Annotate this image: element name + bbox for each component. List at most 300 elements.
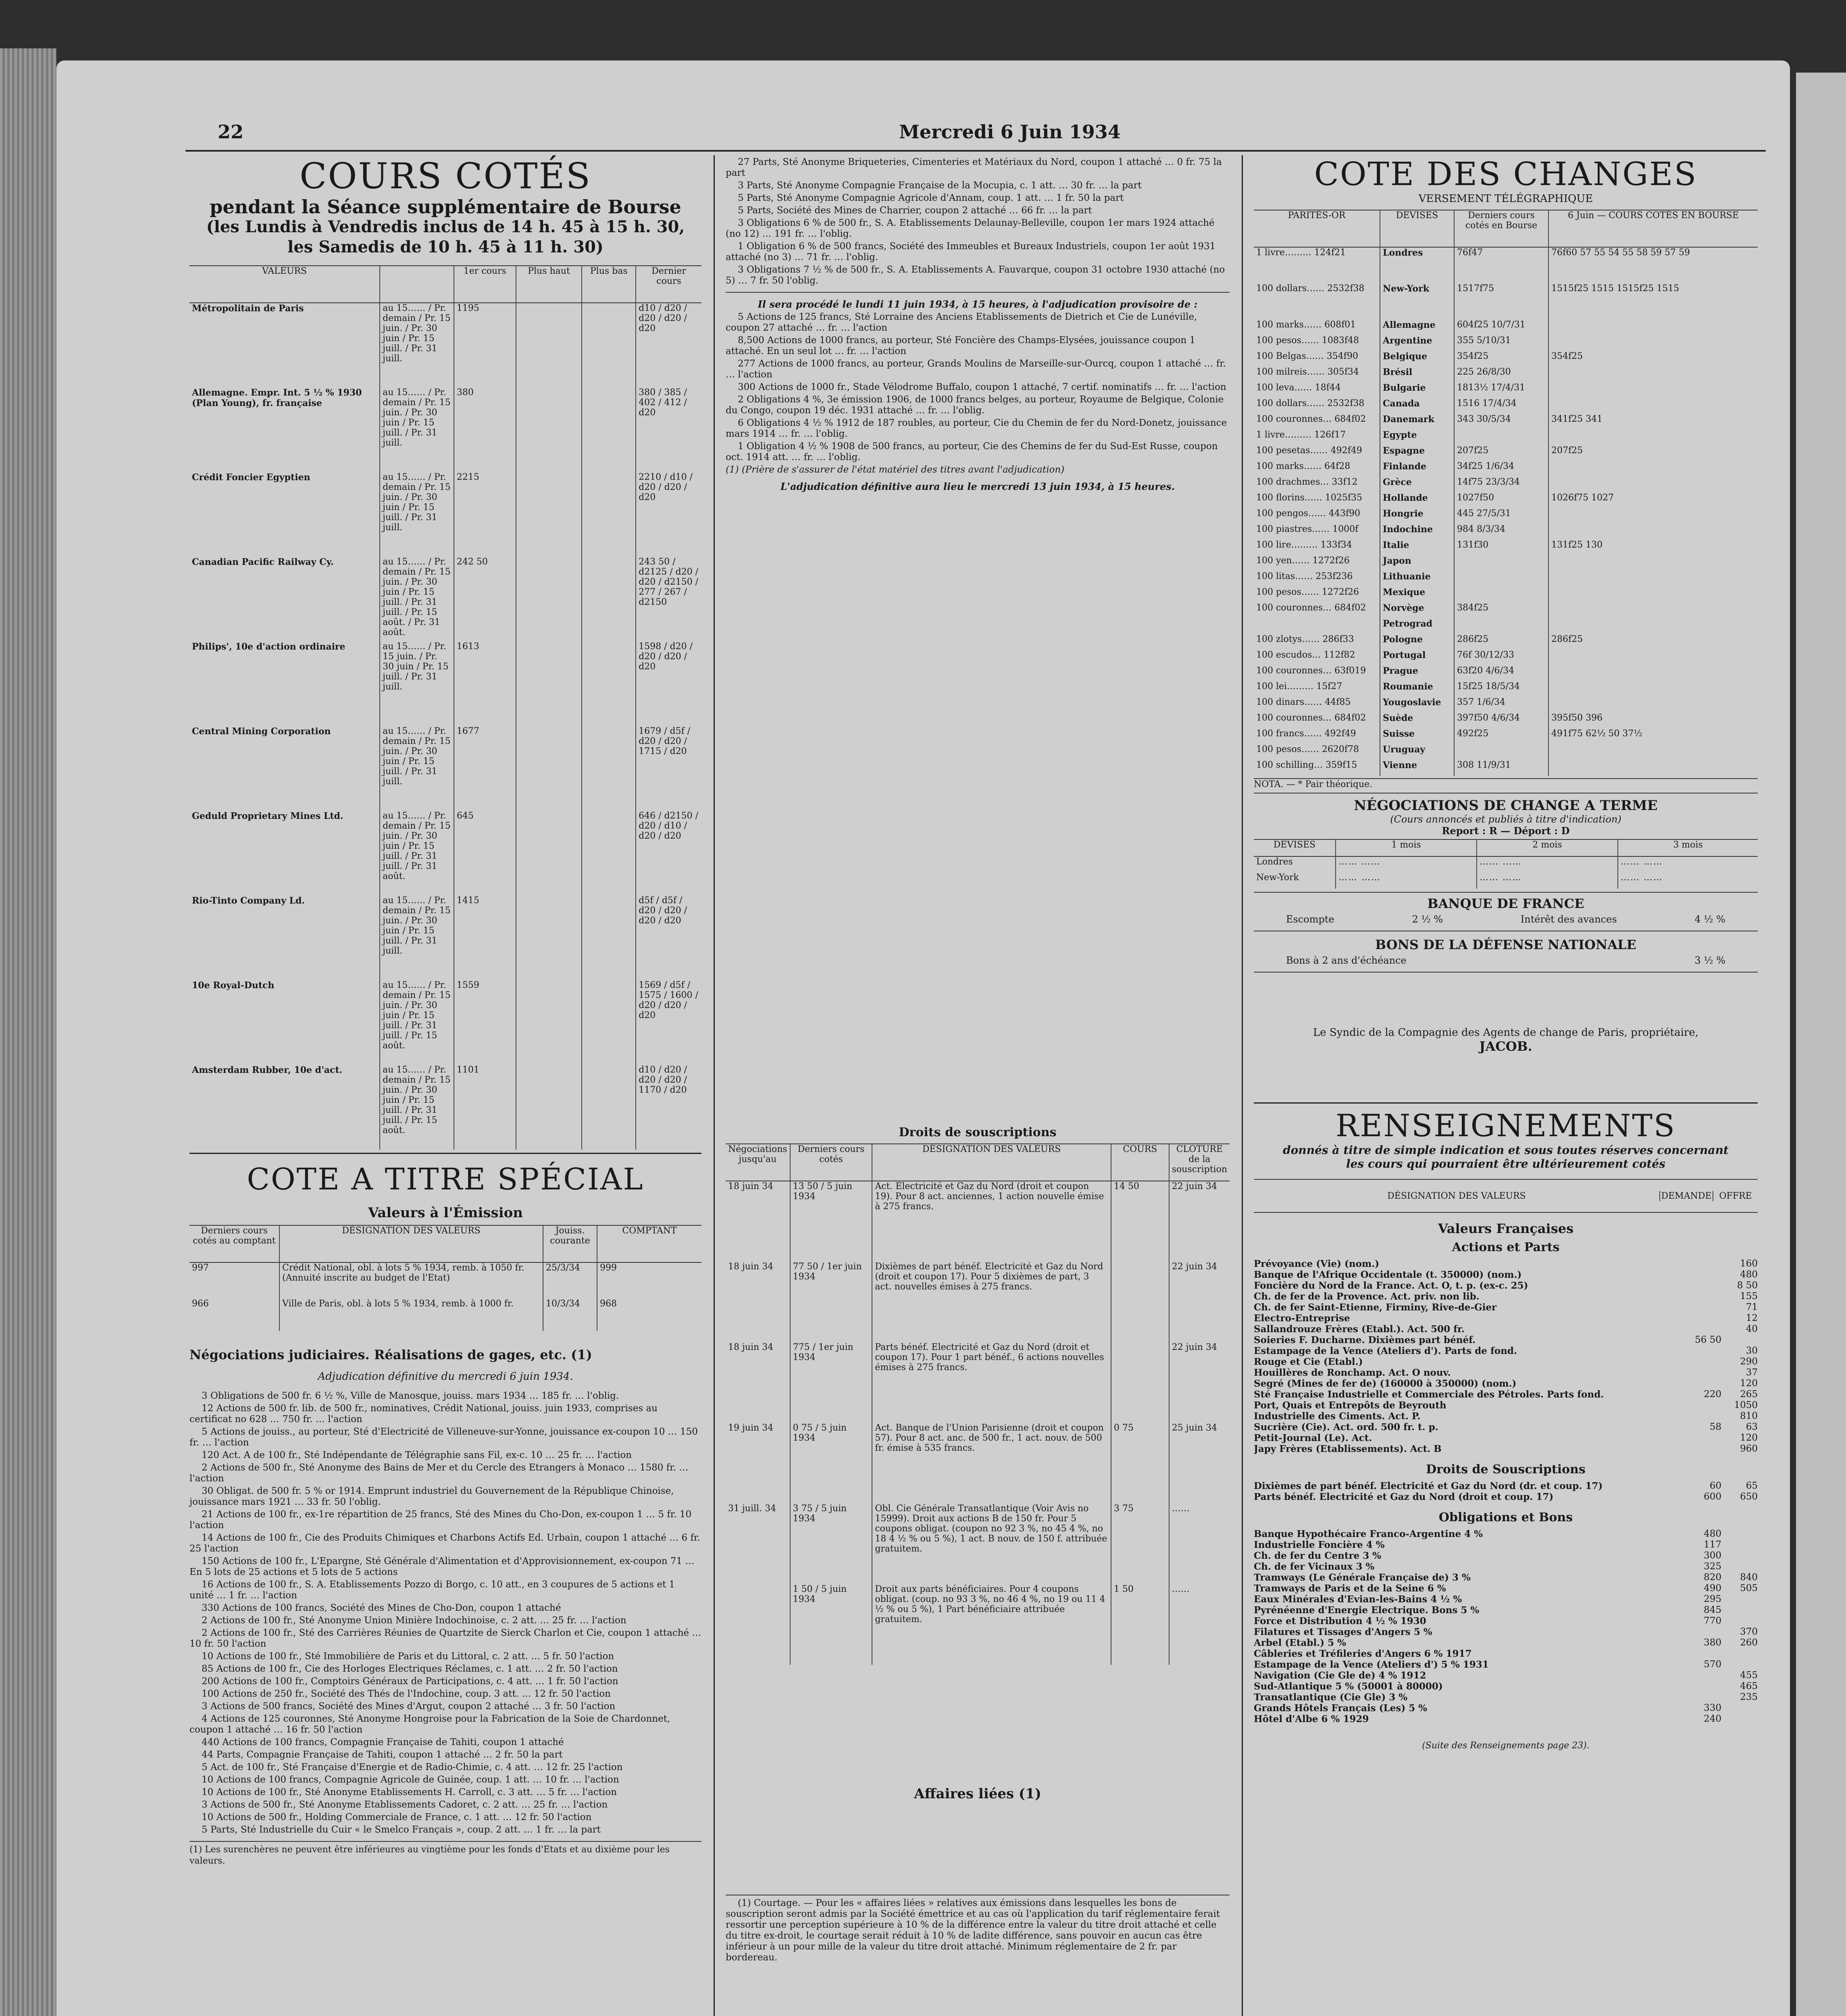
cell: 492f25 xyxy=(1454,729,1548,744)
demande: 60 xyxy=(1709,1481,1721,1491)
cell: Act. Banque de l'Union Parisienne (droit et coupon 57). Pour 8 act. anc. de 500 fr., 1 act. nouv. de 500 fr. émise à 535 francs. xyxy=(872,1423,1111,1504)
table-row xyxy=(1254,320,1758,335)
cell: 22 juin 34 xyxy=(1169,1181,1230,1262)
page-date: Mercredi 6 Juin 1934 xyxy=(899,121,1121,143)
list-item xyxy=(1254,1637,1758,1648)
change-terme-legend: Report : R — Déport : D xyxy=(1442,825,1570,837)
cell: 76f60 57 55 54 55 58 59 57 59 xyxy=(1548,247,1758,283)
terms: au 15…… / Pr. demain / Pr. 15 juin. / Pr. 30 juin / Pr. 15 juill. / Pr. 31 juill. / Pr. 31 août. xyxy=(380,811,454,896)
cell: Canada xyxy=(1380,398,1454,414)
last-price: 1598 / d20 / d20 / d20 / d20 xyxy=(636,641,701,726)
value-name: Pyrénéenne d'Energie Electrique. Bons 5 % xyxy=(1254,1605,1480,1616)
demande xyxy=(1685,1648,1721,1659)
renseignements-subtitle: donnés à titre de simple indication et sous toutes réserves concernant les cours qui pourraient être ultérieurement cotés xyxy=(1283,1143,1729,1170)
list-item: 2 Actions de 500 fr., Sté Anonyme des Bains de Mer et du Cercle des Etrangers à Monaco … 1580 fr. … l'action xyxy=(189,1462,689,1484)
col-header: DEVISES xyxy=(1254,839,1336,856)
first-price: 380 xyxy=(454,387,516,472)
list-item xyxy=(1254,1367,1758,1378)
cell: 1813½ 17/4/31 xyxy=(1454,383,1548,398)
demande: 56 50 xyxy=(1695,1335,1721,1345)
cell: …… xyxy=(1169,1504,1230,1584)
middle-list xyxy=(726,157,1230,286)
list-item xyxy=(1254,1345,1758,1356)
col-header: DEVISES xyxy=(1380,210,1454,247)
demande xyxy=(1685,1345,1721,1356)
demande: 480 xyxy=(1704,1529,1721,1539)
col-header: CLOTURE de la souscription xyxy=(1169,1144,1230,1181)
high xyxy=(516,980,582,1065)
table-row xyxy=(1254,461,1758,477)
cell: 100 yen…… 1272f26 xyxy=(1256,556,1350,566)
book-spine xyxy=(0,48,56,2016)
cell: 22 juin 34 xyxy=(1169,1342,1230,1423)
offre: 650 xyxy=(1740,1491,1758,1502)
list-item xyxy=(1254,1302,1758,1313)
cell: 207f25 xyxy=(1548,446,1758,461)
cell: Crédit National, obl. à lots 5 % 1934, remb. à 1050 fr. (Annuité inscrite au budget de l'Etat) xyxy=(279,1262,543,1299)
cell xyxy=(1548,383,1758,398)
cours-cotes-title: COURS COTÉS xyxy=(300,155,591,197)
offre xyxy=(1721,1335,1758,1345)
cell: Portugal xyxy=(1380,650,1454,666)
cell: 225 26/8/30 xyxy=(1454,367,1548,383)
col-header: Derniers cours cotés en Bourse xyxy=(1454,210,1548,247)
offre: 155 xyxy=(1740,1291,1758,1302)
security-name: Canadian Pacific Railway Cy. xyxy=(192,557,334,567)
cell: 207f25 xyxy=(1454,446,1548,461)
value-name: Tramways de Paris et de la Seine 6 % xyxy=(1254,1583,1446,1594)
cell xyxy=(1111,1342,1169,1423)
cell: Suisse xyxy=(1380,729,1454,744)
cell: Belgique xyxy=(1380,351,1454,367)
cell: Dixièmes de part bénéf. Electricité et Gaz du Nord (droit et coupon 17). Pour 5 dixièmes de part, 3 act. nouvelles émises à 275 francs. xyxy=(872,1262,1111,1342)
security-name: Allemagne. Empr. Int. 5 ½ % 1930 (Plan Young), fr. française xyxy=(192,387,362,408)
col-header: 1er cours xyxy=(454,266,516,303)
cell: Prague xyxy=(1380,666,1454,681)
list-item: 27 Parts, Sté Anonyme Briqueteries, Cimenteries et Matériaux du Nord, coupon 1 attaché … 0 fr. 75 la part xyxy=(726,157,1222,178)
cell: 343 30/5/34 xyxy=(1454,414,1548,430)
terms: au 15…… / Pr. demain / Pr. 15 juin. / Pr. 30 juin / Pr. 15 juill. / Pr. 31 juill. xyxy=(380,726,454,811)
cell: 984 8/3/34 xyxy=(1454,524,1548,540)
offre: 8 50 xyxy=(1737,1280,1758,1291)
low xyxy=(582,1065,636,1150)
value-name: Port, Quais et Entrepôts de Beyrouth xyxy=(1254,1400,1446,1411)
column-divider-2 xyxy=(1242,155,1243,2016)
high xyxy=(516,896,582,980)
list-item: 120 Act. A de 100 fr., Sté Indépendante de Télégraphie sans Fil, ex-c. 10 … 25 fr. … l'action xyxy=(202,1450,632,1460)
list-item xyxy=(1254,1491,1758,1502)
demande xyxy=(1685,1280,1721,1291)
renseignements-footer: (Suite des Renseignements page 23). xyxy=(1422,1741,1590,1751)
value-name: Houillères de Ronchamp. Act. O nouv. xyxy=(1254,1367,1451,1378)
offre: 120 xyxy=(1740,1433,1758,1443)
list-item: 5 Actions de 125 francs, Sté Lorraine des Anciens Etablissements de Dietrich et Cie de Lunéville, coupon 27 attaché … fr. … l'action xyxy=(726,312,1197,333)
list-item xyxy=(1254,1356,1758,1367)
table-row xyxy=(1254,351,1758,367)
value-name: Eaux Minérales d'Evian-les-Bains 4 ½ % xyxy=(1254,1594,1462,1605)
list-item xyxy=(1254,1605,1758,1616)
cell: 100 pengos…… 443f90 xyxy=(1256,508,1360,519)
list-item: 10 Actions de 100 francs, Compagnie Agricole de Guinée, coup. 1 att. … 10 fr. … l'action xyxy=(202,1774,619,1785)
demande xyxy=(1685,1313,1721,1324)
offre: 810 xyxy=(1740,1411,1758,1421)
table-row xyxy=(189,1065,701,1150)
table-row xyxy=(1254,760,1758,776)
cell: Ville de Paris, obl. à lots 5 % 1934, remb. à 1000 fr. xyxy=(279,1299,543,1331)
list-item xyxy=(1254,1550,1758,1561)
security-name: Central Mining Corporation xyxy=(192,726,331,737)
adjudication-notice: Il sera procédé le lundi 11 juin 1934, à 15 heures, à l'adjudication provisoire de : xyxy=(758,298,1198,310)
table-row xyxy=(1254,540,1758,556)
cell xyxy=(1548,697,1758,713)
change-terme-table xyxy=(1254,839,1758,889)
offre xyxy=(1721,1539,1758,1550)
col-header: OFFRE xyxy=(1713,1191,1758,1201)
value-name: Sucrière (Cie). Act. ord. 500 fr. t. p. xyxy=(1254,1422,1438,1433)
cell xyxy=(1548,524,1758,540)
list-item: 10 Actions de 100 fr., Sté Immobilière de Paris et du Littoral, c. 2 att. … 5 fr. 50 l'action xyxy=(202,1651,614,1662)
cell xyxy=(1548,430,1758,446)
syndic-name: JACOB. xyxy=(1479,1039,1532,1054)
cell: …… xyxy=(1169,1584,1230,1665)
demande xyxy=(1685,1302,1721,1313)
value-name: Electro-Entreprise xyxy=(1254,1313,1350,1324)
high xyxy=(516,811,582,896)
cell: 100 florins…… 1025f35 xyxy=(1256,493,1363,503)
cell xyxy=(1548,320,1758,335)
list-item: 300 Actions de 1000 fr., Stade Vélodrome Buffalo, coupon 1 attaché, 7 certif. nominatifs … fr. … l'action xyxy=(738,382,1226,392)
cell xyxy=(1454,556,1548,571)
list-item: 440 Actions de 100 francs, Compagnie Française de Tahiti, coupon 1 attaché xyxy=(202,1737,564,1747)
high xyxy=(516,387,582,472)
table-row xyxy=(1254,283,1758,320)
list-item xyxy=(1254,1481,1758,1491)
list-item: 200 Actions de 100 fr., Comptoirs Généraux de Participations, c. 4 att. … 1 fr. 50 l'action xyxy=(202,1676,618,1687)
terms: au 15…… / Pr. demain / Pr. 15 juin. / Pr. 30 juin / Pr. 15 juill. / Pr. 31 juill. xyxy=(380,387,454,472)
list-item xyxy=(1254,1433,1758,1443)
first-price: 1195 xyxy=(454,303,516,387)
list-item xyxy=(1254,1258,1758,1269)
list-item xyxy=(1254,1529,1758,1539)
bons-rates xyxy=(1254,955,1758,966)
cell: 100 dollars…… 2532f38 xyxy=(1256,283,1365,294)
cell: 76f 30/12/33 xyxy=(1454,650,1548,666)
table-row: Londres …… …… …… …… …… …… xyxy=(1254,856,1758,873)
cell: 15f25 18/5/34 xyxy=(1454,681,1548,697)
list-item: 150 Actions de 100 fr., L'Epargne, Sté Générale d'Alimentation et d'Approvisionnement, ex-coupon 71 … En 5 lots de 25 actions et 5 lots de 5 actions xyxy=(189,1556,695,1577)
cell: 1517f75 xyxy=(1454,283,1548,320)
cell: 31 juill. 34 xyxy=(728,1504,776,1514)
table-row xyxy=(1254,634,1758,650)
cell: 3 75 xyxy=(1111,1504,1169,1584)
cell xyxy=(1454,430,1548,446)
table-row xyxy=(1254,729,1758,744)
cell: 14f75 23/3/34 xyxy=(1454,477,1548,493)
list-item xyxy=(1254,1378,1758,1389)
escompte-label: Escompte xyxy=(1286,914,1334,925)
cours-cotes-subtitle: pendant la Séance supplémentaire de Bourse xyxy=(210,196,681,218)
change-terme-title: NÉGOCIATIONS DE CHANGE A TERME xyxy=(1354,798,1658,814)
cell: 18 juin 34 xyxy=(728,1342,774,1352)
cell: Lithuanie xyxy=(1380,571,1454,587)
list-item: 10 Actions de 500 fr., Holding Commerciale de France, c. 1 att. … 12 fr. 50 l'action xyxy=(202,1812,592,1822)
offre: 40 xyxy=(1746,1324,1758,1334)
droits-list xyxy=(1254,1481,1758,1502)
offre: 235 xyxy=(1740,1692,1758,1702)
table-row xyxy=(1254,603,1758,619)
demande xyxy=(1685,1378,1721,1389)
table-row xyxy=(1254,398,1758,414)
col-header: 2 mois xyxy=(1477,839,1618,856)
cell: 395f50 396 xyxy=(1548,713,1758,729)
table-row xyxy=(1254,571,1758,587)
cell: Droit aux parts bénéficiaires. Pour 4 coupons obligat. (coup. no 93 3 %, no 46 4 %, no 19 ou 11 4 ½ % ou 5 %), 1 Part bénéficiaire attribuée gratuitem. xyxy=(872,1584,1111,1665)
demande: 300 xyxy=(1704,1550,1721,1561)
cell xyxy=(1548,744,1758,760)
value-name: Dixièmes de part bénéf. Electricité et Gaz du Nord (dr. et coup. 17) xyxy=(1254,1481,1603,1491)
table-row xyxy=(189,387,701,472)
actions-list xyxy=(1254,1258,1758,1454)
cell: 1 50 / 5 juin 1934 xyxy=(790,1584,872,1665)
low xyxy=(582,303,636,387)
demande: 325 xyxy=(1704,1561,1721,1572)
escompte-value: 2 ½ % xyxy=(1412,914,1443,925)
list-item: 5 Parts, Sté Industrielle du Cuir « le Smelco Français », coup. 2 att. … 1 fr. … la part xyxy=(202,1824,601,1835)
col-header: COMPTANT xyxy=(597,1225,701,1262)
cell: Suède xyxy=(1380,713,1454,729)
cell: 604f25 10/7/31 xyxy=(1454,320,1548,335)
first-price: 1101 xyxy=(454,1065,516,1150)
cell: 341f25 341 xyxy=(1548,414,1758,430)
cell xyxy=(1548,619,1758,634)
cell xyxy=(1548,760,1758,776)
demande: 820 xyxy=(1704,1572,1721,1583)
value-name: Industrielle Foncière 4 % xyxy=(1254,1539,1385,1550)
list-item: 5 Act. de 100 fr., Sté Française d'Energie et de Radio-Chimie, c. 4 att. … 12 fr. 25 l'action xyxy=(202,1762,623,1772)
col-header xyxy=(380,266,454,303)
list-item xyxy=(1254,1291,1758,1302)
cell: 100 Belgas…… 354f90 xyxy=(1256,351,1358,361)
list-item xyxy=(1254,1389,1758,1400)
table-row xyxy=(189,641,701,726)
column-middle xyxy=(726,155,1230,1965)
cell: Yougoslavie xyxy=(1380,697,1454,713)
demande: 330 xyxy=(1704,1703,1721,1713)
cell: Finlande xyxy=(1380,461,1454,477)
cell: Japon xyxy=(1380,556,1454,571)
demande xyxy=(1685,1258,1721,1269)
cell xyxy=(1548,398,1758,414)
list-item: 8,500 Actions de 1000 francs, au porteur, Sté Foncière des Champs-Elysées, jouissance coupon 1 attaché. En un seul lot … fr. … l'action xyxy=(726,335,1196,356)
table-row xyxy=(1254,367,1758,383)
cell: Espagne xyxy=(1380,446,1454,461)
demande: 240 xyxy=(1704,1714,1721,1724)
cours-cotes-hours-1: (les Lundis à Vendredis inclus de 14 h. 45 à 15 h. 30, xyxy=(206,217,685,236)
demande: 220 xyxy=(1704,1389,1721,1400)
table-row xyxy=(726,1423,1230,1504)
col-header: DÉSIGNATION DES VALEURS xyxy=(872,1144,1111,1181)
cell: 355 5/10/31 xyxy=(1454,335,1548,351)
cell: Argentine xyxy=(1380,335,1454,351)
affaires-note: (1) Courtage. — Pour les « affaires liées » relatives aux émissions dans lesquelles les bons de souscription seront admis par la Société émettrice et au cas où l'application du tarif réglementaire ferait ressortir une perception supérieure à 10 % de la différence entre la valeur du titre droit attaché et celle du titre ex-droit, le courtage serait réduit à 10 % de ladite différence, sans pouvoir en aucun cas être inférieur à un pour mille de la valeur du titre droit attaché. Minimum réglementaire de 2 fr. par bordereau. xyxy=(726,1898,1220,1963)
cell: 1516 17/4/34 xyxy=(1454,398,1548,414)
value-name: Prévoyance (Vie) (nom.) xyxy=(1254,1258,1380,1269)
terms: au 15…… / Pr. demain / Pr. 15 juin. / Pr. 30 juin / Pr. 15 juill. / Pr. 31 juill. xyxy=(380,896,454,980)
list-item: 21 Actions de 100 fr., ex-1re répartition de 25 francs, Sté des Mines du Cho-Don, ex-coupon 1 … 5 fr. 10 l'action xyxy=(189,1509,692,1531)
table-row xyxy=(1254,666,1758,681)
list-item xyxy=(1254,1594,1758,1605)
table-row xyxy=(1254,650,1758,666)
list-item: 3 Actions de 500 fr., Sté Anonyme Etablissements Cadoret, c. 2 att. … 25 fr. … l'action xyxy=(202,1799,608,1810)
cell: 100 marks…… 608f01 xyxy=(1256,320,1356,330)
table-row xyxy=(1254,681,1758,697)
list-item: 330 Actions de 100 francs, Société des Mines de Cho-Don, coupon 1 attaché xyxy=(202,1603,561,1613)
cell xyxy=(1454,744,1548,760)
cell: 18 juin 34 xyxy=(728,1181,774,1191)
cell: Act. Electricité et Gaz du Nord (droit et coupon 19). Pour 8 act. anciennes, 1 action nouvelle émise à 275 francs. xyxy=(872,1181,1111,1262)
cell: 0 75 xyxy=(1111,1423,1169,1504)
avances-value: 4 ½ % xyxy=(1694,914,1725,925)
cell: Londres xyxy=(1256,857,1293,867)
offre: 30 xyxy=(1746,1345,1758,1356)
table-row xyxy=(189,472,701,557)
value-name: Ch. de fer de la Provence. Act. priv. non lib. xyxy=(1254,1291,1480,1302)
value-name: Filatures et Tissages d'Angers 5 % xyxy=(1254,1627,1432,1637)
list-item: 85 Actions de 100 fr., Cie des Horloges Electriques Réclames, c. 1 att. … 2 fr. 50 l'action xyxy=(202,1664,618,1674)
offre: 1050 xyxy=(1734,1400,1758,1410)
cell: 397f50 4/6/34 xyxy=(1454,713,1548,729)
low xyxy=(582,472,636,557)
cell: 10/3/34 xyxy=(543,1299,597,1331)
offre: 465 xyxy=(1740,1681,1758,1691)
first-price: 242 50 xyxy=(454,557,516,641)
cell: 76f47 xyxy=(1454,247,1548,283)
table-row xyxy=(189,980,701,1065)
value-name: Industrielle des Ciments. Act. P. xyxy=(1254,1411,1421,1422)
cell: 100 zlotys…… 286f33 xyxy=(1256,634,1354,644)
cell: 22 juin 34 xyxy=(1169,1262,1230,1342)
cell: Italie xyxy=(1380,540,1454,556)
low xyxy=(582,726,636,811)
list-item: 5 Actions de jouiss., au porteur, Sté d'Electricité de Villeneuve-sur-Yonne, jouissance ex-coupon 10 … 150 fr. … l'action xyxy=(189,1427,698,1448)
list-item: 2 Actions de 100 fr., Sté des Carrières Réunies de Quartzite de Sierck Charlon et Cie, coupon 1 attaché … 10 fr. 50 l'action xyxy=(189,1628,701,1649)
cell: 100 dollars…… 2532f38 xyxy=(1256,398,1365,408)
negociations-title: Négociations judiciaires. Réalisations de gages, etc. (1) xyxy=(189,1347,592,1362)
col-header: Plus haut xyxy=(516,266,582,303)
demande: 600 xyxy=(1704,1491,1721,1502)
list-item xyxy=(1254,1561,1758,1572)
value-name: Arbel (Etabl.) 5 % xyxy=(1254,1637,1346,1648)
table-row xyxy=(726,1342,1230,1423)
change-terme-subtitle: (Cours annoncés et publiés à titre d'indication) xyxy=(1390,814,1621,825)
cell: 286f25 xyxy=(1548,634,1758,650)
offre: 960 xyxy=(1740,1443,1758,1454)
offre: 71 xyxy=(1746,1302,1758,1312)
col-header: PARITÉS-OR xyxy=(1254,210,1380,247)
table-row xyxy=(1254,587,1758,603)
page-number: 22 xyxy=(218,121,244,143)
terms: au 15…… / Pr. demain / Pr. 15 juin. / Pr. 30 juin / Pr. 15 juill. / Pr. 31 juill. / Pr. 15 août. / Pr. 31 août. xyxy=(380,557,454,641)
list-item: 44 Parts, Compagnie Française de Tahiti, coupon 1 attaché … 2 fr. 50 la part xyxy=(202,1749,563,1760)
cell: 3 75 / 5 juin 1934 xyxy=(790,1504,872,1584)
affaires-title: Affaires liées (1) xyxy=(914,1786,1041,1802)
value-name: Estampage de la Vence (Ateliers d'). Parts de fond. xyxy=(1254,1345,1517,1356)
offre: 37 xyxy=(1746,1367,1758,1378)
col-header: Négociations jusqu'au xyxy=(726,1144,790,1181)
list-item: 1 Obligation 4 ½ % 1908 de 500 francs, au porteur, Cie des Chemins de fer du Sud-Est Russe, coupon oct. 1914 att. … fr. … l'oblig. xyxy=(726,441,1218,462)
first-price: 1677 xyxy=(454,726,516,811)
list-item: 5 Parts, Sté Anonyme Compagnie Agricole d'Annam, coup. 1 att. … 1 fr. 50 la part xyxy=(738,193,1124,203)
negociations-footnote: (1) Les surenchères ne peuvent être inférieures au vingtième pour les fonds d'Etats et au dixième pour les valeurs. xyxy=(189,1845,670,1866)
cell: 100 escudos… 112f82 xyxy=(1256,650,1355,660)
list-item xyxy=(1254,1714,1758,1724)
cell xyxy=(1454,571,1548,587)
offre: 265 xyxy=(1740,1389,1758,1400)
banque-france-title: BANQUE DE FRANCE xyxy=(1427,896,1584,911)
cell: 100 drachmes… 33f12 xyxy=(1256,477,1358,487)
cell: Brésil xyxy=(1380,367,1454,383)
offre xyxy=(1721,1714,1758,1724)
value-name: Parts bénéf. Electricité et Gaz du Nord (droit et coup. 17) xyxy=(1254,1491,1554,1502)
terms: au 15…… / Pr. 15 juin. / Pr. 30 juin / Pr. 15 juill. / Pr. 31 juill. xyxy=(380,641,454,726)
cell: Pologne xyxy=(1380,634,1454,650)
list-item xyxy=(1254,1324,1758,1335)
col-header: COURS xyxy=(1111,1144,1169,1181)
value-name: Force et Distribution 4 ½ % 1930 xyxy=(1254,1616,1426,1627)
cell: 0 75 / 5 juin 1934 xyxy=(790,1423,872,1504)
cell: 19 juin 34 xyxy=(728,1423,774,1433)
cell: 354f25 xyxy=(1454,351,1548,367)
high xyxy=(516,303,582,387)
header-rule xyxy=(185,150,1766,152)
high xyxy=(516,557,582,641)
last-price: d5f / d5f / d20 / d20 / d20 / d20 xyxy=(636,896,701,980)
cell xyxy=(726,1584,790,1665)
value-name: Soieries F. Ducharne. Dixièmes part bénéf. xyxy=(1254,1335,1476,1345)
cell: Danemark xyxy=(1380,414,1454,430)
value-name: Estampage de la Vence (Ateliers d') 5 % 1931 xyxy=(1254,1659,1489,1670)
first-price: 1559 xyxy=(454,980,516,1065)
col-header: Jouiss. courante xyxy=(543,1225,597,1262)
table-row xyxy=(1254,744,1758,760)
cell xyxy=(1548,681,1758,697)
obligations-list xyxy=(1254,1529,1758,1724)
cell: 999 xyxy=(597,1262,701,1299)
list-item: 3 Actions de 500 francs, Société des Mines d'Argut, coupon 2 attaché … 3 fr. 50 l'action xyxy=(202,1701,616,1712)
value-name: Foncière du Nord de la France. Act. O, t. p. (ex-c. 25) xyxy=(1254,1280,1528,1291)
list-item: 4 Actions de 125 couronnes, Sté Anonyme Hongroise pour la Fabrication de la Soie de Chardonnet, coupon 1 attaché … 16 fr. 50 l'action xyxy=(189,1714,670,1735)
value-name: Grands Hôtels Français (Les) 5 % xyxy=(1254,1703,1428,1714)
first-price: 645 xyxy=(454,811,516,896)
table-row xyxy=(1254,619,1758,634)
offre: 370 xyxy=(1740,1627,1758,1637)
list-item xyxy=(1254,1422,1758,1433)
cell: 1 livre……… 126f17 xyxy=(1256,430,1346,440)
list-item: 14 Actions de 100 fr., Cie des Produits Chimiques et Charbons Actifs Ed. Urbain, coupon 1 attaché … 6 fr. 25 l'action xyxy=(189,1533,700,1554)
security-name: Philips', 10e d'action ordinaire xyxy=(192,641,345,652)
table-row xyxy=(726,1262,1230,1342)
negociations-list xyxy=(189,1391,701,1835)
definitive-notice: L'adjudication définitive aura lieu le mercredi 13 juin 1934, à 15 heures. xyxy=(780,481,1175,492)
value-name: Rouge et Cie (Etabl.) xyxy=(1254,1356,1363,1367)
table-row xyxy=(189,811,701,896)
list-item: 3 Obligations de 500 fr. 6 ½ %, Ville de Manosque, jouiss. mars 1934 … 185 fr. … l'oblig. xyxy=(202,1391,619,1401)
demande: 58 xyxy=(1709,1422,1721,1432)
col-header: 6 Juin — COURS COTÉS EN BOURSE xyxy=(1548,210,1758,247)
demande xyxy=(1685,1681,1721,1692)
table-row xyxy=(1254,508,1758,524)
terms: au 15…… / Pr. demain / Pr. 15 juin. / Pr. 30 juin / Pr. 15 juill. / Pr. 31 juill. xyxy=(380,303,454,387)
